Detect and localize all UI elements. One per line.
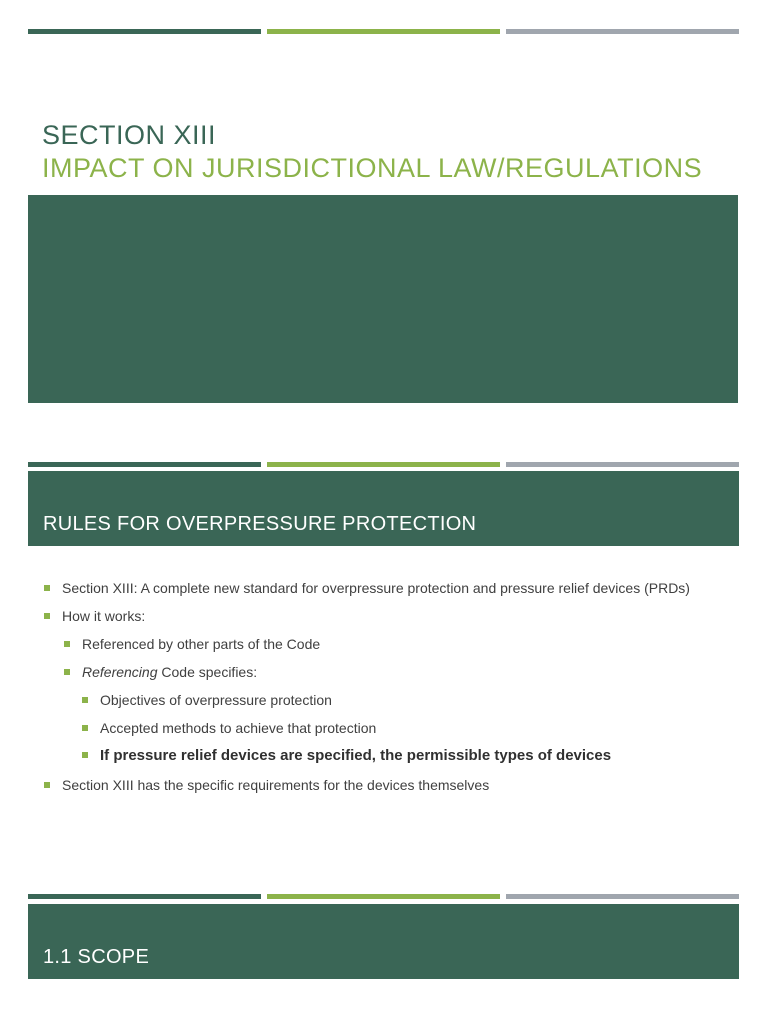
bullet-level-1: [62, 608, 145, 624]
bullet-text: How it works:: [62, 608, 146, 624]
bullet-text: Objectives of overpressure protection: [100, 692, 332, 708]
bullet-text: Section XIII has the specific requirements for the devices themselves: [62, 777, 490, 793]
bullet-text: Code specifies:: [157, 664, 258, 680]
accent-rule-green: [267, 894, 500, 899]
bullet-text: If pressure relief devices are specified, the permissible types of devices: [100, 747, 612, 764]
accent-rule-gray: [506, 894, 739, 899]
bullet-level-1: [62, 580, 690, 596]
bullet-square-icon: [64, 669, 70, 675]
bullet-italic-text: Referencing: [82, 664, 158, 680]
slide-title-line-1: SECTION XIII: [42, 120, 217, 150]
accent-rule-dark: [28, 29, 261, 34]
accent-rule-green: [267, 29, 500, 34]
bullet-level-3: [100, 747, 611, 764]
bullet-square-icon: [44, 782, 50, 788]
accent-rule-green: [267, 462, 500, 467]
bullet-square-icon: [64, 641, 70, 647]
bullet-square-icon: [82, 697, 88, 703]
accent-rule-gray: [506, 462, 739, 467]
bullet-text: Referenced by other parts of the Code: [82, 636, 321, 652]
slide-header-bar: [28, 471, 739, 546]
bullet-square-icon: [44, 585, 50, 591]
accent-rule-dark: [28, 462, 261, 467]
bullet-level-2: [82, 664, 257, 680]
bullet-square-icon: [44, 613, 50, 619]
bullet-level-3: [100, 692, 332, 708]
bullet-level-1: [62, 777, 489, 793]
slide-header-bar: [28, 904, 739, 979]
accent-rule-dark: [28, 894, 261, 899]
title-color-panel: [28, 195, 738, 403]
bullet-text: Accepted methods to achieve that protection: [100, 720, 377, 736]
bullet-square-icon: [82, 725, 88, 731]
slide-heading: RULES FOR OVERPRESSURE PROTECTION: [43, 513, 477, 535]
bullet-square-icon: [82, 752, 88, 758]
slide-title-line-2: IMPACT ON JURISDICTIONAL LAW/REGULATIONS: [42, 153, 703, 183]
accent-rule-gray: [506, 29, 739, 34]
slide-heading: 1.1 SCOPE: [43, 946, 150, 968]
bullet-level-3: [100, 720, 376, 736]
bullet-text: Section XIII: A complete new standard for overpressure protection and pressure relief devices (PRDs): [62, 580, 690, 596]
bullet-level-2: [82, 636, 320, 652]
